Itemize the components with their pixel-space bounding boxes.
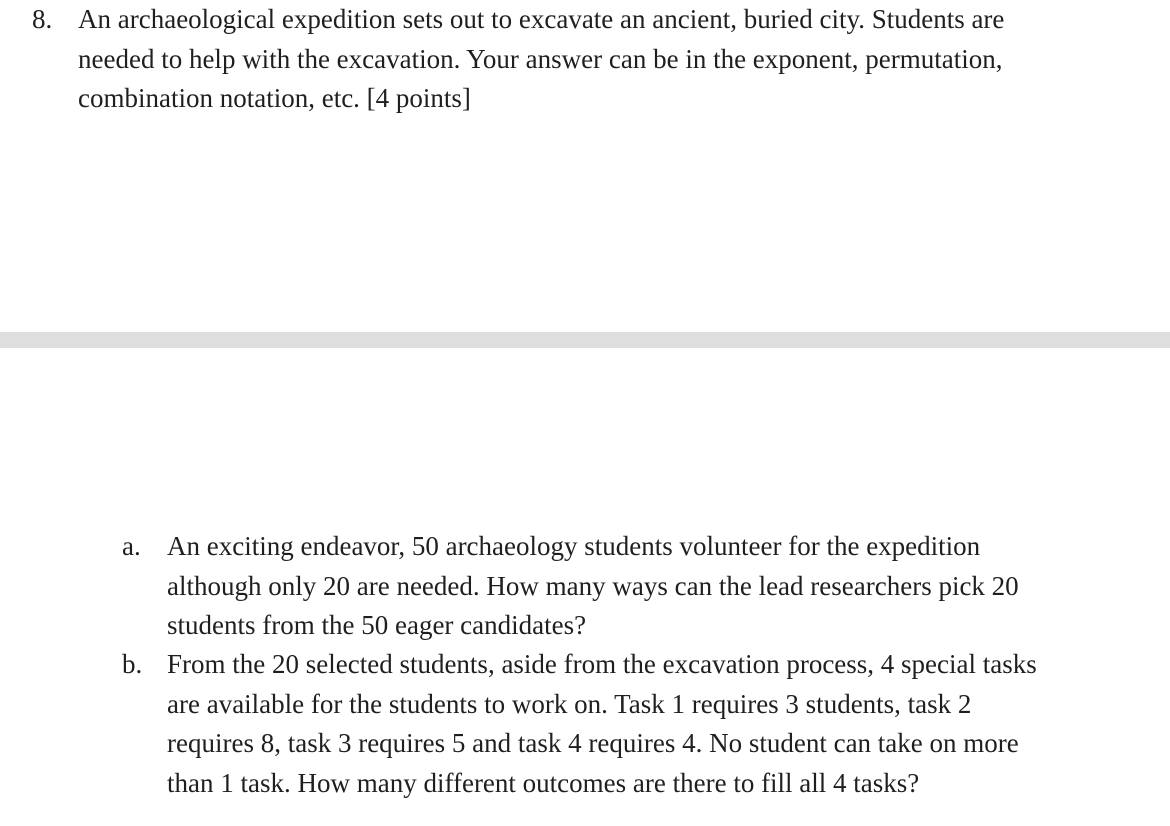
part-line: than 1 task. How many different outcomes are there to fill all 4 tasks? [167,767,920,798]
part-text [167,645,1162,803]
part-line: requires 8, task 3 requires 5 and task 4 requires 4. No student can take on more [167,728,1019,758]
part-line: students from the 50 eager candidates? [167,610,587,640]
part-line: From the 20 selected students, aside from the excavation process, 4 special tasks [167,649,1037,679]
part-text [167,527,1162,646]
question-line: combination notation, etc. [4 points] [78,83,471,113]
question-prompt [78,0,1163,119]
question-number: 8. [32,4,53,34]
question-line: An archaeological expedition sets out to excavate an ancient, buried city. Students are [78,4,1005,34]
part-line: are available for the students to work on. Task 1 requires 3 students, task 2 [167,688,972,719]
page-divider [0,332,1170,348]
part-line: An exciting endeavor, 50 archaeology students volunteer for the expedition [167,531,981,561]
part-label: a. [122,531,141,561]
question-line: needed to help with the excavation. Your answer can be in the exponent, permutation, [78,43,1003,74]
part-label: b. [122,649,143,679]
part-line: although only 20 are needed. How many ways can the lead researchers pick 20 [167,570,1019,601]
